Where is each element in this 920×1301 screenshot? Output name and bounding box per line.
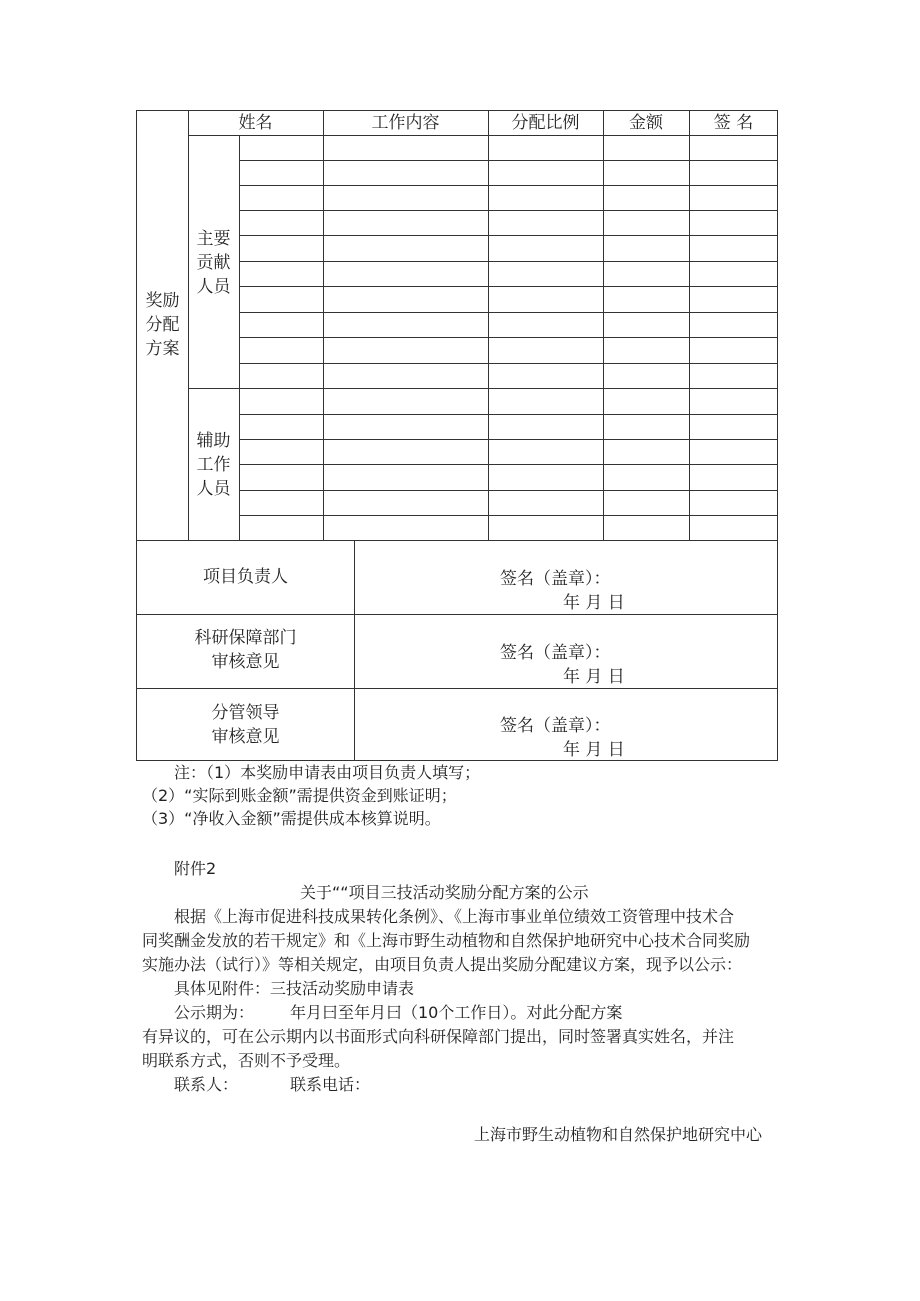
appendix-label: 附件2 — [174, 859, 217, 878]
contact-label: 联系人： — [174, 1075, 239, 1094]
phone-label: 联系电话： — [290, 1075, 371, 1094]
note-1: 注：（1）本奖励申请表由项目负责人填写； — [174, 763, 481, 782]
header-work-content: 工作内容 — [371, 113, 440, 133]
leader-review-sign: 签名（盖章）： — [500, 716, 611, 736]
note-2: （2）“实际到账金额”需提供资金到账证明； — [142, 786, 457, 805]
organization-signature: 上海市野生动植物和自然保护地研究中心 — [474, 1125, 763, 1144]
section-label: 奖励 分配 方案 — [145, 291, 180, 359]
appendix-title: 关于““项目三技活动奖励分配方案的公示 — [300, 883, 589, 902]
appendix-period-label: 公示期为： — [174, 1003, 255, 1022]
appendix-period-value: 年月曰至年月曰（10个工作日）。对此分配方案 — [290, 1003, 623, 1022]
appendix-para1-line1: 根据《上海市促进科技成果转化条例》、《上海市事业单位绩效工资管理中技术合 — [174, 907, 735, 926]
appendix-para2-line1: 有异议的，可在公示期内以书面形式向科研保障部门提出，同时签署真实姓名，并注 — [142, 1027, 735, 1046]
reward-allocation-table — [136, 110, 778, 761]
project-leader-sign: 签名（盖章）： — [500, 569, 611, 589]
leader-review-label: 分管领导 审核意见 — [211, 703, 280, 747]
header-amount: 金额 — [629, 113, 663, 133]
research-dept-sign: 签名（盖章）： — [500, 643, 611, 663]
header-signature: 签 名 — [713, 113, 754, 133]
leader-review-date: 年 月 日 — [563, 740, 625, 760]
main-contributors-label: 主要 贡献 人员 — [196, 229, 231, 297]
research-dept-date: 年 月 日 — [563, 667, 625, 687]
project-leader-date: 年 月 日 — [563, 593, 625, 613]
appendix-attachment: 具体见附件：三技活动奖励申请表 — [174, 979, 415, 998]
header-name: 姓名 — [238, 113, 273, 133]
note-3: （3）“净收入金额”需提供成本核算说明。 — [142, 809, 441, 828]
appendix-para1-line3: 实施办法（试行）》等相关规定，由项目负责人提出奖励分配建议方案，现予以公示： — [142, 955, 743, 974]
appendix-para2-line2: 明联系方式，否则不予受理。 — [142, 1051, 351, 1070]
assistant-staff-label: 辅助 工作 人员 — [196, 431, 231, 499]
research-dept-label: 科研保障部门 审核意见 — [194, 628, 297, 672]
appendix-para1-line2: 同奖酬金发放的若干规定》和《上海市野生动植物和自然保护地研究中心技术合同奖励 — [142, 931, 751, 950]
header-ratio: 分配比例 — [511, 113, 580, 133]
project-leader-label: 项目负责人 — [203, 567, 288, 587]
